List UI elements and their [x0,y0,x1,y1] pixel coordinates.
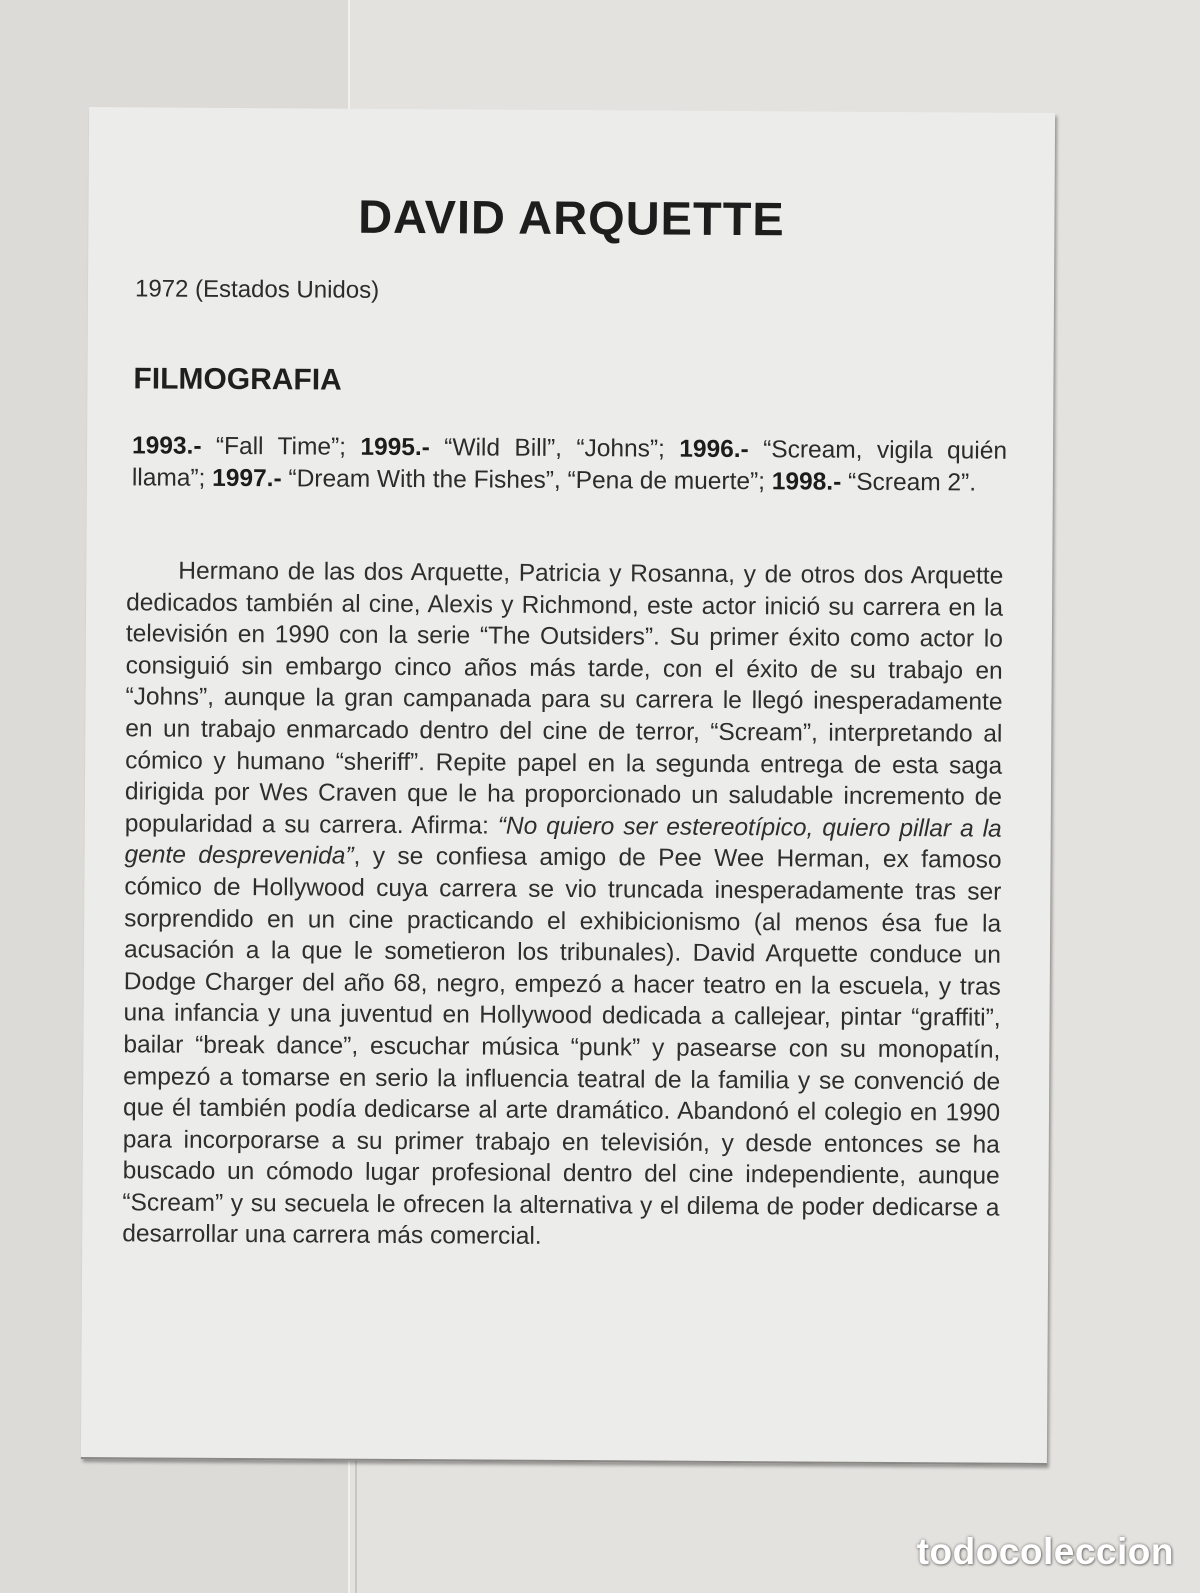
film-titles-1998: “Scream 2”. [841,468,977,496]
film-year-1996: 1996.- [679,435,749,464]
bio-text-part-1: Hermano de las dos Arquette, Patricia y Rosanna, y de otros dos Arquette dedicados también al cine, Alexis y Richmond, este actor inició su carrera en la televisión en 1990 con la serie “The Outsiders”. Su primer éxito como actor lo consiguió sin embargo cinco años más tarde, con el éxito de su trabajo en “Johns”, aunque la gran campanada para su carrera le llegó inesperadamente en un trabajo enmarcado dentro del cine de terror, “Scream”, interpretando al cómico y humano “sheriff”. Repite papel en la segunda entrega de esta saga dirigida por Wes Craven que le ha proporcionado un saludable incremento de popularidad a su carrera. Afirma: [124,557,1004,840]
film-titles-1993: “Fall Time”; [201,432,361,461]
birth-info: 1972 (Estados Unidos) [134,275,380,304]
film-titles-1997: “Dream With the Fishes”, “Pena de muerte”; [281,464,772,495]
film-year-1997: 1997.- [212,464,282,492]
film-year-1998: 1998.- [771,467,842,496]
biography-card [81,107,1055,1465]
bio-text-part-2: , y se confiesa amigo de Pee Wee Herman, ex famoso cómico de Hollywood cuya carrera se vio truncada inesperadamente tras ser sorprendido en un cine practicando el exhibicionismo (al menos ésa fue la acusación a la que le sometieron los tribunales). David Arquette conduce un Dodge Charger del año 68, negro, empezó a hacer teatro en la escuela, y tras una infancia y una juventud en Hollywood dedicada a callejear, pintar “graffiti”, bailar “break dance”, escuchar música “punk” y pasearse con su monopatín, empezó a tomarse en serio la influencia teatral de la familia y se convenció de que él también podía dedicarse al arte dramático. Abandonó el colegio en 1990 para incorporarse a su primer trabajo en televisión, y desde entonces se ha buscado un cómodo lugar profesional dentro del cine independiente, aunque “Scream” y su secuela le ofrecen la alternativa y el dilema de poder dedicarse a desarrollar una carrera más comercial. [122,843,1002,1251]
filmography-list [132,430,1007,498]
film-year-1993: 1993.- [131,432,202,460]
film-year-1995: 1995.- [360,433,430,462]
bio-quote: “No quiero ser estereotípico, quiero pillar a la gente desprevenida” [124,812,1002,871]
film-titles-1996: “Scream, vigila quién llama”; [131,436,1008,492]
background-edge [355,1450,357,1593]
biography-paragraph [122,555,1003,1255]
film-titles-1995: “Wild Bill”, “Johns”; [429,434,680,463]
filmography-heading: FILMOGRAFIA [133,362,342,397]
watermark-logo: todocoleccion [916,1531,1174,1572]
actor-name-title: DAVID ARQUETTE [358,189,785,246]
